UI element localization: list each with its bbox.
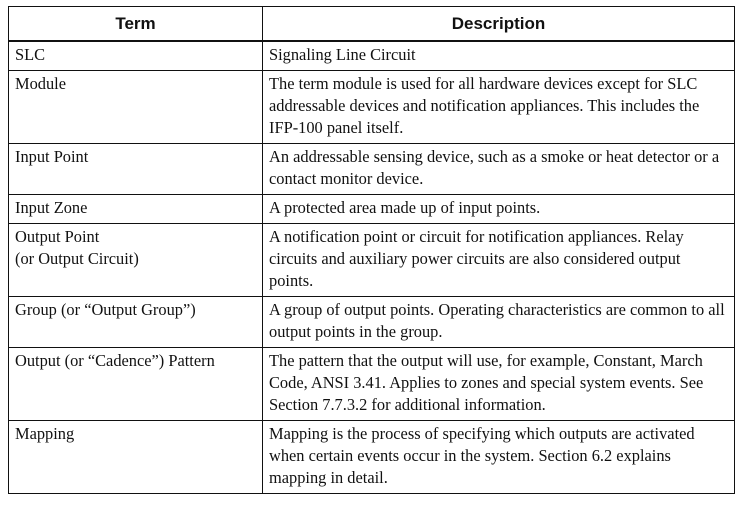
description-cell: A notification point or circuit for notification appliances. Relay circuits and auxiliary power circuits are also considered output points.: [263, 224, 735, 297]
term-column-header: Term: [9, 7, 263, 42]
term-cell: [9, 71, 263, 144]
term-text: Output (or “Cadence”) Pattern: [15, 351, 215, 370]
table-row: [9, 144, 735, 195]
term-cell: [9, 421, 263, 494]
term-cell: [9, 195, 263, 224]
term-text: Input Point: [15, 147, 89, 166]
term-cell: [9, 224, 263, 297]
table-row: [9, 421, 735, 494]
header-row: [9, 7, 735, 42]
description-cell: An addressable sensing device, such as a smoke or heat detector or a contact monitor device.: [263, 144, 735, 195]
description-cell: A protected area made up of input points.: [263, 195, 735, 224]
description-cell: A group of output points. Operating characteristics are common to all output points in the group.: [263, 297, 735, 348]
description-cell: Signaling Line Circuit: [263, 41, 735, 71]
term-cell: [9, 144, 263, 195]
description-column-header: Description: [263, 7, 735, 42]
term-text: Output Point: [15, 227, 100, 246]
term-text: Mapping: [15, 424, 75, 443]
description-cell: The term module is used for all hardware devices except for SLC addressable devices and notification appliances. This includes the IFP-100 panel itself.: [263, 71, 735, 144]
table-row: [9, 71, 735, 144]
terms-table: [8, 6, 735, 494]
table-row: [9, 195, 735, 224]
term-cell: [9, 348, 263, 421]
description-cell: Mapping is the process of specifying which outputs are activated when certain events occur in the system. Section 6.2 explains mapping in detail.: [263, 421, 735, 494]
description-cell: The pattern that the output will use, for example, Constant, March Code, ANSI 3.41. Applies to zones and special system events. See Section 7.7.3.2 for additional information.: [263, 348, 735, 421]
term-text: Group (or “Output Group”): [15, 300, 196, 319]
term-text: Module: [15, 74, 66, 93]
table-row: [9, 297, 735, 348]
term-text: Input Zone: [15, 198, 88, 217]
table-row: [9, 41, 735, 71]
term-cell: [9, 41, 263, 71]
table-row: [9, 224, 735, 297]
term-cell: [9, 297, 263, 348]
term-text-secondary: (or Output Circuit): [15, 249, 139, 268]
term-text: SLC: [15, 45, 46, 64]
table-row: [9, 348, 735, 421]
